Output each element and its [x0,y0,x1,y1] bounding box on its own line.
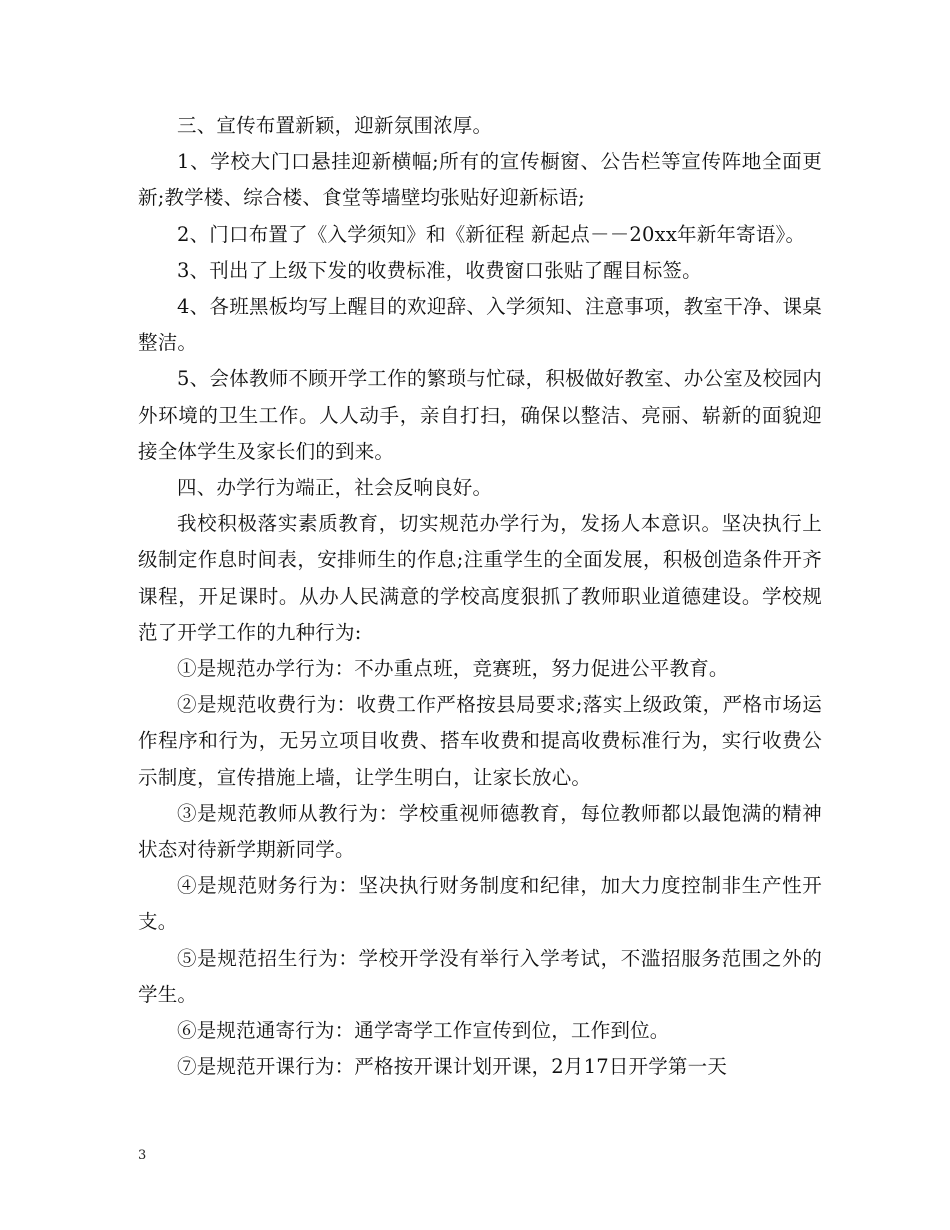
list-item: ⑥是规范通寄行为：通学寄学工作宣传到位，工作到位。 [177,1019,670,1043]
list-item: 5、会体教师不顾开学工作的繁琐与忙碌，积极做好教室、办公室及校园内外环境的卫生工作。人人动手，亲自打扫，确保以整洁、亮丽、崭新的面貌迎接全体学生及家长们的到来。 [138,367,822,463]
list-item: 2、门口布置了《入学须知》和《新征程 新起点－－20xx年新年寄语》。 [177,222,806,246]
list-item: ④是规范财务行为：坚决执行财务制度和纪律，加大力度控制非生产性开支。 [138,874,822,934]
list-item: ⑦是规范开课行为：严格按开课计划开课，2月17日开学第一天 [177,1055,728,1079]
body-paragraph: 我校积极落实素质教育，切实规范办学行为，发扬人本意识。坚决执行上级制定作息时间表，安排师生的作息;注重学生的全面发展，积极创造条件开齐课程，开足课时。从办人民满意的学校高度狠抓了教师职业道德建设。学校规范了开学工作的九种行为: [138,512,822,644]
document-body [138,108,822,1085]
page-number: 3 [138,1148,147,1163]
section-heading-conduct: 四、办学行为端正，社会反响良好。 [177,476,493,500]
list-item: 4、各班黑板均写上醒目的欢迎辞、入学须知、注意事项，教室干净、课桌整洁。 [138,295,822,355]
list-item: 3、刊出了上级下发的收费标准，收费窗口张贴了醒目标签。 [177,258,702,282]
list-item: ③是规范教师从教行为：学校重视师德教育，每位教师都以最饱满的精神状态对待新学期新同学。 [138,801,822,862]
list-item: ⑤是规范招生行为：学校开学没有举行入学考试，不滥招服务范围之外的学生。 [138,946,822,1006]
section-heading-publicity: 三、宣传布置新颖，迎新氛围浓厚。 [177,114,493,137]
list-item: 1、学校大门口悬挂迎新横幅;所有的宣传橱窗、公告栏等宣传阵地全面更新;教学楼、综合楼、食堂等墙壁均张贴好迎新标语; [138,150,822,210]
list-item: ②是规范收费行为：收费工作严格按县局要求;落实上级政策，严格市场运作程序和行为，无另立项目收费、搭车收费和提高收费标准行为，实行收费公示制度，宣传措施上墙，让学生明白，让家长放心。 [138,693,822,789]
list-item: ①是规范办学行为：不办重点班，竞赛班，努力促进公平教育。 [177,657,729,681]
